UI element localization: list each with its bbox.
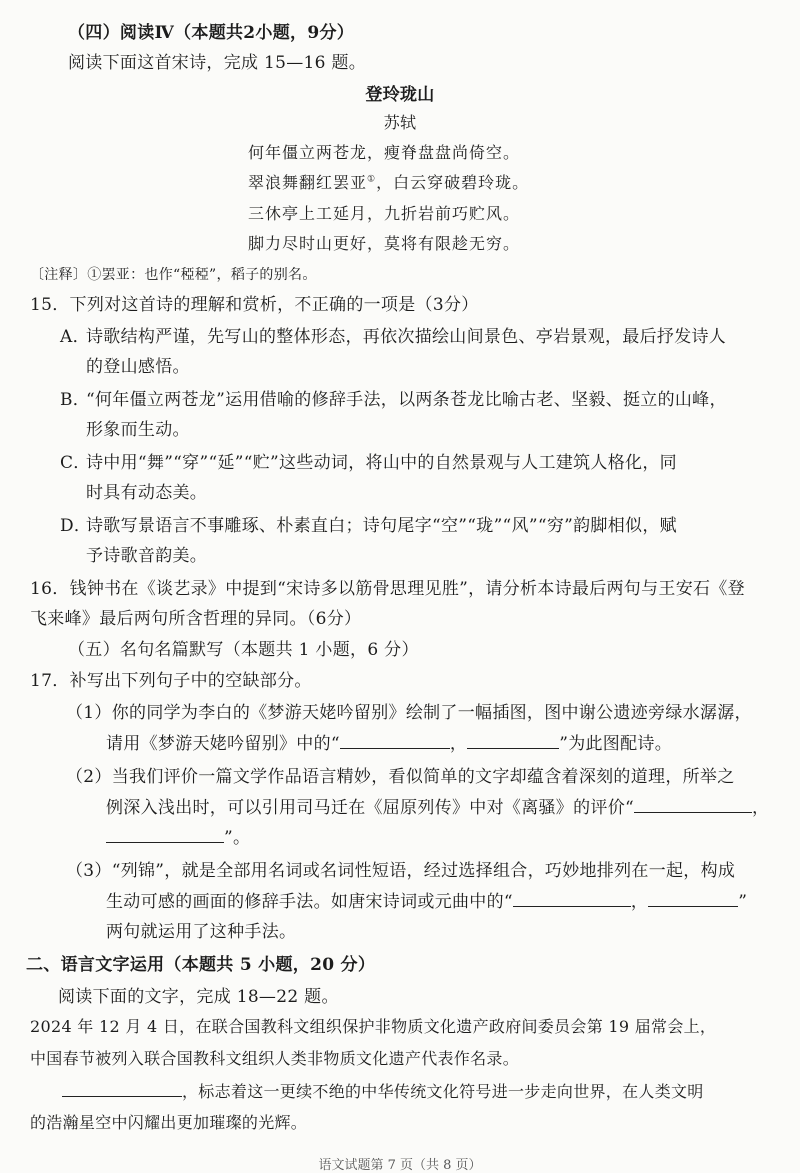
q15-option-a	[60, 326, 726, 348]
section4-heading: （四）阅读Ⅳ（本题共2小题，9分）	[68, 23, 355, 43]
q17-item-3-text-a: 生动可感的画面的修辞手法。如唐宋诗词或元曲中的“	[106, 892, 513, 912]
q17-item-2-line2	[106, 796, 769, 819]
answer-blank-2a[interactable]	[634, 796, 752, 813]
q15-option-d	[60, 515, 677, 537]
q15-option-d-cont: 予诗歌音韵美。	[86, 546, 208, 566]
q16-line-1: 16．钱钟书在《谈艺录》中提到“宋诗多以筋骨思理见胜”，请分析本诗最后两句与王安石《登	[30, 579, 745, 599]
part2-instruction: 阅读下面的文字，完成 18—22 题。	[58, 987, 339, 1007]
part2-para1-line1: 2024 年 12 月 4 日，在联合国教科文组织保护非物质文化遗产政府间委员会第 19 届常会上，	[30, 1017, 717, 1036]
q16-line-2: 飞来峰》最后两句所含哲理的异同。（6分）	[30, 609, 362, 629]
option-text: “何年僵立两苍龙”运用借喻的修辞手法，以两条苍龙比喻古老、坚毅、挺立的山峰，	[86, 390, 727, 410]
option-text: 诗中用“舞”“穿”“延”“贮”这些动词，将山中的自然景观与人工建筑人格化，同	[86, 453, 677, 473]
poem-line-2a: 翠浪舞翻红罢亚	[248, 173, 368, 192]
answer-blank-3b[interactable]	[648, 890, 738, 907]
q17-item-3-line3: 两句就运用了这种手法。	[106, 922, 297, 942]
answer-blank-2b[interactable]	[106, 826, 224, 843]
part2-para1-line2: 中国春节被列入联合国教科文组织人类非物质文化遗产代表作名录。	[30, 1049, 520, 1068]
q17-stem: 17．补写出下列句子中的空缺部分。	[30, 671, 312, 691]
poem-author: 苏轼	[383, 113, 417, 132]
q17-item-3-line2	[106, 890, 747, 913]
q15-option-c	[60, 452, 677, 474]
note-marker: ①	[367, 174, 377, 185]
answer-blank-1b[interactable]	[467, 732, 559, 749]
poem-title: 登玲珑山	[365, 85, 435, 105]
part2-para2-text: ，标志着这一更续不绝的中华传统文化符号进一步走向世界，在人类文明	[182, 1082, 704, 1101]
poem-line-1: 何年僵立两苍龙，瘦脊盘盘尚倚空。	[248, 143, 521, 162]
q17-item-2-line3	[106, 826, 250, 849]
option-label: D．	[60, 516, 92, 536]
poem-note: 〔注释〕①罢亚：也作“稏稏”，稻子的别名。	[30, 267, 317, 283]
q15-option-b-cont: 形象而生动。	[86, 420, 190, 440]
option-text: 诗歌写景语言不事雕琢、朴素直白；诗句尾字“空”“珑”“风”“穷”韵脚相似，赋	[86, 516, 677, 536]
poem-line-2b: ，白云穿破碧玲珑。	[376, 173, 530, 192]
part2-heading: 二、语言文字运用（本题共 5 小题，20 分）	[26, 955, 376, 975]
q17-item-1-text-a: 请用《梦游天姥吟留别》中的“	[106, 734, 340, 754]
section5-heading: （五）名句名篇默写（本题共 1 小题，6 分）	[68, 640, 419, 660]
q17-item-1-line1: （1）你的同学为李白的《梦游天姥吟留别》绘制了一幅插图，图中谢公遗迹旁绿水潺潺，	[66, 703, 752, 723]
q17-item-1-text-b: ”为此图配诗。	[559, 734, 672, 754]
q17-item-2-close: ”。	[224, 828, 251, 848]
q17-item-1-line2	[106, 732, 672, 755]
option-text: 诗歌结构严谨，先写山的整体形态，再依次描绘山间景色、亭岩景观，最后抒发诗人	[86, 327, 727, 347]
option-label: C．	[60, 453, 91, 473]
part2-para2-line1	[62, 1080, 704, 1103]
part2-para2-line2: 的浩瀚星空中闪耀出更加璀璨的光辉。	[30, 1113, 308, 1132]
blank-separator: ，	[449, 734, 468, 754]
q15-option-c-cont: 时具有动态美。	[86, 483, 208, 503]
q15-option-a-cont: 的登山感悟。	[86, 357, 190, 377]
poem-line-2	[248, 172, 529, 194]
q17-item-3-end: ”	[738, 892, 748, 912]
page-footer: 语文试题第 7 页（共 8 页）	[318, 1158, 482, 1173]
answer-blank-3a[interactable]	[513, 890, 631, 907]
section4-instruction: 阅读下面这首宋诗，完成 15—16 题。	[68, 53, 367, 73]
q17-item-3-line1: （3）“列锦”，就是全部用名词或名词性短语，经过选择组合，巧妙地排列在一起，构成	[66, 861, 736, 881]
answer-blank-1a[interactable]	[340, 732, 450, 749]
poem-line-3: 三休亭上工延月，九折岩前巧贮风。	[248, 204, 521, 223]
q17-item-2-line1: （2）当我们评价一篇文学作品语言精妙，看似简单的文字却蕴含着深刻的道理，所举之	[66, 767, 735, 787]
q17-item-2-text-a: 例深入浅出时，可以引用司马迁在《屈原列传》中对《离骚》的评价“	[106, 798, 634, 818]
option-label: B．	[60, 390, 91, 410]
q17-item-2-end: ，	[752, 798, 770, 818]
q15-option-b	[60, 389, 727, 411]
poem-line-4: 脚力尽时山更好，莫将有限趁无穷。	[248, 234, 521, 253]
blank-separator: ，	[630, 892, 649, 912]
answer-blank-18[interactable]	[62, 1080, 182, 1097]
option-label: A．	[60, 327, 90, 347]
q15-stem: 15．下列对这首诗的理解和赏析，不正确的一项是（3分）	[30, 295, 479, 315]
